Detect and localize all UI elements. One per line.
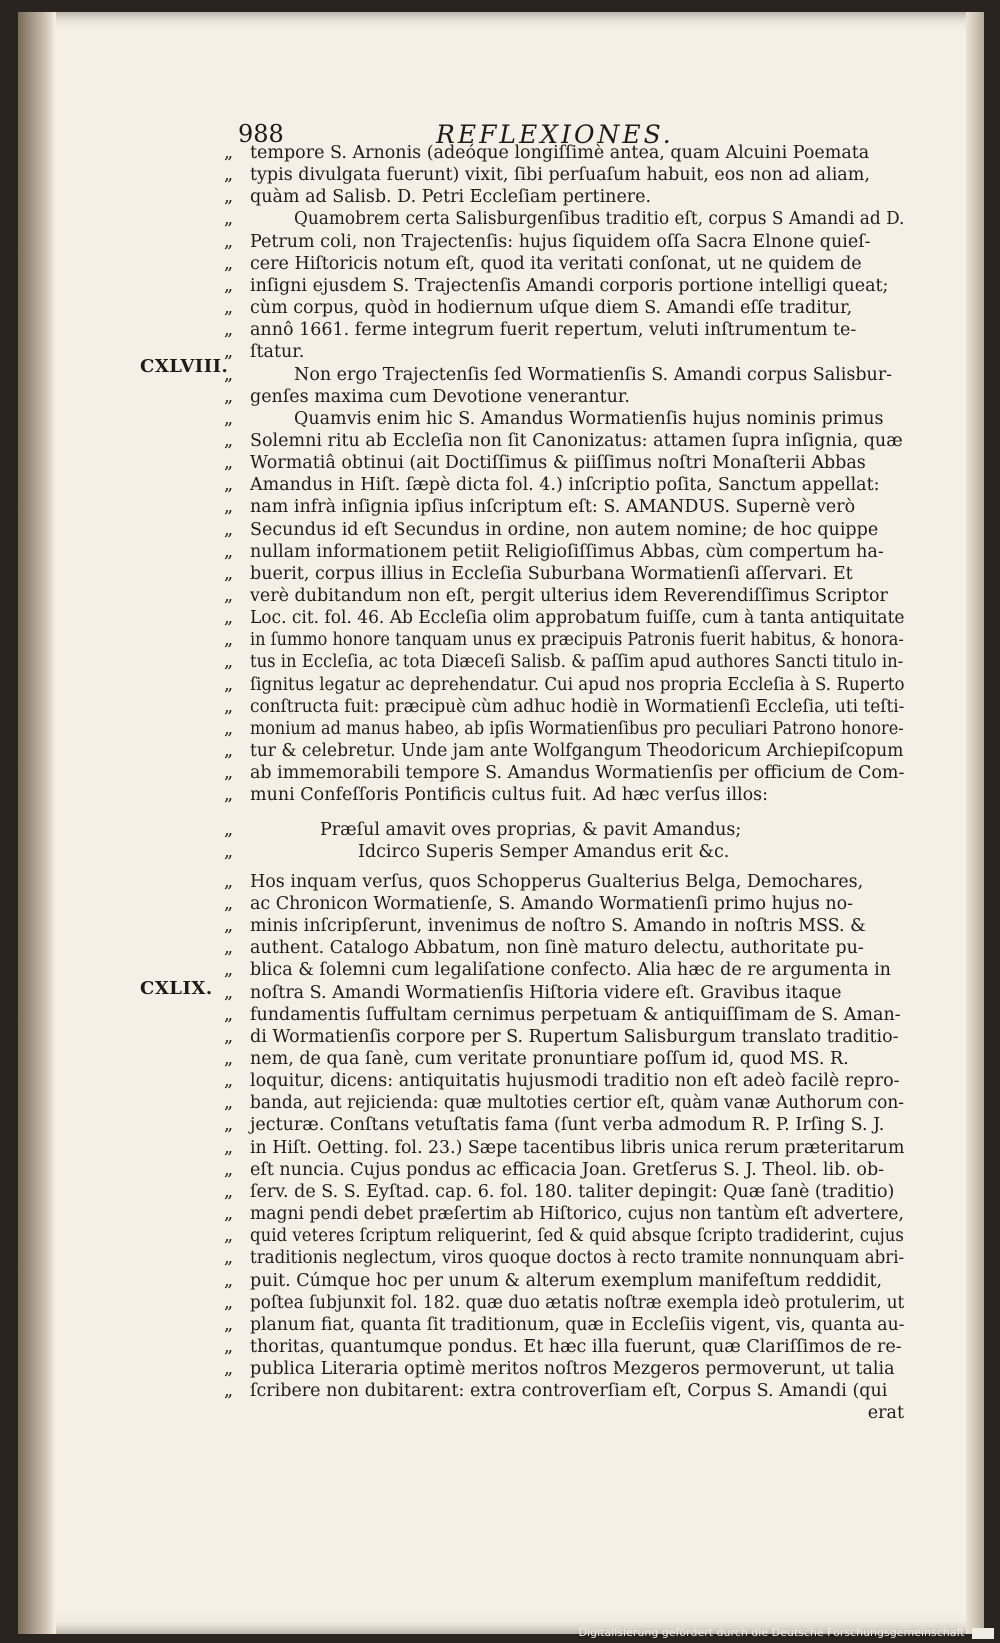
- text-line: [224, 1048, 904, 1070]
- line-text: inſigni ejusdem S. Trajectenſis Amandi corporis portione intelligi queat;: [250, 275, 889, 296]
- quote-mark: „: [224, 586, 234, 606]
- book-page: [18, 12, 984, 1634]
- text-line: [224, 319, 904, 341]
- line-text: magni pendi debet præſertim ab Hiſtorico, cujus non tantùm eſt advertere,: [250, 1204, 904, 1225]
- text-line: [224, 186, 904, 208]
- text-line: [224, 364, 904, 386]
- text-line: [224, 1070, 904, 1092]
- text-line: [224, 519, 904, 541]
- text-line: [224, 275, 904, 297]
- text-line: [224, 142, 904, 164]
- text-line: [224, 937, 904, 959]
- quote-mark: „: [224, 1292, 234, 1313]
- line-text: noſtra S. Amandi Wormatienſis Hiſtoria videre eſt. Gravibus itaque: [250, 982, 842, 1003]
- line-text: ſerv. de S. S. Eyſtad. cap. 6. fol. 180. taliter depingit: Quæ ſanè (traditio): [250, 1181, 895, 1202]
- text-line: [224, 762, 904, 784]
- quote-mark: „: [224, 1115, 234, 1136]
- line-text: minis inſcripſerunt, invenimus de noſtro S. Amando in noſtris MSS. &: [250, 916, 866, 937]
- text-line: [224, 541, 904, 563]
- quote-mark: „: [224, 364, 234, 385]
- text-line: [224, 452, 904, 474]
- line-text: ſtatur.: [250, 342, 305, 363]
- line-text: ſignitus legatur ac deprehendatur. Cui apud nos propria Eccleſia à S. Ruperto: [250, 674, 905, 695]
- text-line: [224, 408, 904, 430]
- line-text: quid veteres ſcriptum reliquerint, ſed & quid absque ſcripto tradiderint, cujus: [250, 1226, 904, 1247]
- line-text: poſtea ſubjunxit fol. 182. quæ duo ætatis noſtræ exempla ideò protulerim, ut: [250, 1292, 905, 1313]
- text-line: [224, 1004, 904, 1026]
- line-text: Quamobrem certa Salisburgenſibus traditio eſt, corpus S Amandi ad D.: [294, 209, 905, 230]
- line-text: cùm corpus, quòd in hodiernum uſque diem S. Amandi eſſe traditur,: [250, 298, 853, 319]
- line-text: nam infrà inſignia ipſius inſcriptum eſt: S. AMANDUS. Supernè verò: [250, 497, 856, 518]
- line-text: Petrum coli, non Trajectenſis: hujus ſiquidem oſſa Sacra Elnone quieſ-: [250, 231, 871, 252]
- text-line: [224, 231, 904, 253]
- text-line: [224, 841, 904, 863]
- quote-mark: „: [224, 1359, 234, 1380]
- text-line: [224, 297, 904, 319]
- line-text: tur & celebretur. Unde jam ante Wolfgangum Theodoricum Archiepiſcopum: [250, 741, 904, 762]
- quote-mark: „: [224, 165, 234, 186]
- quote-mark: „: [224, 718, 234, 739]
- text-line: [224, 253, 904, 275]
- running-title: REFLEXIONES.: [436, 120, 674, 149]
- quote-mark: „: [224, 696, 234, 717]
- quote-mark: „: [224, 497, 234, 518]
- text-line: [224, 1247, 904, 1269]
- text-line: [224, 1092, 904, 1114]
- quote-mark: „: [224, 453, 234, 474]
- text-line: [224, 784, 904, 806]
- quote-mark: „: [224, 871, 234, 892]
- quote-mark: „: [224, 1314, 234, 1335]
- line-text: Quamvis enim hic S. Amandus Wormatienſis hujus nominis primus: [294, 408, 884, 429]
- line-text: quàm ad Salisb. D. Petri Eccleſiam pertinere.: [250, 187, 652, 208]
- line-text: ab immemorabili tempore S. Amandus Wormatienſis per officium de Com-: [250, 763, 905, 784]
- text-line: [224, 1181, 904, 1203]
- line-text: cere Hiſtoricis notum eſt, quod ita veritati conſonat, ut ne quidem de: [250, 253, 862, 274]
- quote-mark: „: [224, 785, 234, 806]
- line-text: Secundus id eſt Secundus in ordine, non autem nomine; de hoc quippe: [250, 519, 879, 540]
- quote-mark: „: [224, 143, 234, 163]
- text-line: [224, 674, 904, 696]
- quote-mark: „: [224, 519, 234, 540]
- quote-mark: „: [224, 1226, 234, 1247]
- text-line: [224, 1137, 904, 1159]
- text-line: [224, 386, 904, 408]
- quote-mark: „: [224, 1336, 234, 1357]
- text-line: [224, 651, 904, 673]
- quote-mark: „: [224, 652, 234, 673]
- line-text: di Wormatienſis corpore per S. Rupertum Salisburgum translato traditio-: [250, 1026, 899, 1047]
- line-text: eſt nuncia. Cujus pondus ac efficacia Joan. Gretſerus S. J. Theol. lib. ob-: [250, 1159, 885, 1180]
- quote-mark: „: [224, 1093, 234, 1114]
- quote-mark: „: [224, 320, 234, 341]
- line-text: Hos inquam verſus, quos Schopperus Gualterius Belga, Demochares,: [250, 871, 864, 892]
- text-line: [224, 740, 904, 762]
- quote-mark: „: [224, 630, 234, 651]
- text-line: [224, 341, 904, 363]
- text-line: [224, 208, 904, 230]
- quote-mark: „: [224, 960, 234, 981]
- text-line: [224, 1026, 904, 1048]
- text-line: [224, 1402, 904, 1424]
- quote-mark: „: [224, 475, 234, 496]
- text-line: [224, 585, 904, 607]
- quote-mark: „: [224, 1137, 234, 1158]
- line-text: tus in Eccleſia, ac tota Diæceſi Salisb. & paſſim apud authores Sancti titulo in-: [250, 652, 904, 673]
- text-line: [224, 563, 904, 585]
- line-text: ac Chronicon Wormatienſe, S. Amando Wormatienſi primo hujus no-: [250, 893, 854, 914]
- quote-mark: „: [224, 187, 234, 208]
- quote-mark: „: [224, 1270, 234, 1291]
- footer-text: Digitalisierung gefördert durch die Deutsche Forschungsgemeinschaft: [578, 1626, 965, 1639]
- text-line: [224, 915, 904, 937]
- text-line: [224, 1203, 904, 1225]
- quote-mark: „: [224, 1204, 234, 1225]
- line-text: fundamentis ſuffultam cernimus perpetuam & antiquiſſimam de S. Aman-: [250, 1004, 901, 1025]
- line-text: Wormatiâ obtinui (ait Doctiſſimus & piiſſimus noſtri Monaſterii Abbas: [250, 453, 866, 474]
- text-body: [18, 12, 984, 1634]
- text-line: [224, 1270, 904, 1292]
- text-line: [224, 1314, 904, 1336]
- quote-mark: „: [224, 430, 234, 451]
- text-line: [224, 1336, 904, 1358]
- text-line: [224, 629, 904, 651]
- text-line: [224, 607, 904, 629]
- text-line: [224, 164, 904, 186]
- line-text: Solemni ritu ab Eccleſia non ſit Canonizatus: attamen ſupra inſignia, quæ: [250, 430, 903, 451]
- text-line: [224, 871, 904, 893]
- quote-mark: „: [224, 741, 234, 762]
- text-line: [224, 893, 904, 915]
- marginal-numeral-cxlviii: CXLVIII.: [140, 356, 229, 377]
- text-line: [224, 982, 904, 1004]
- quote-mark: „: [224, 819, 234, 840]
- text-line: [224, 1114, 904, 1136]
- quote-mark: „: [224, 541, 234, 562]
- line-text: publica Literaria optimè meritos noſtros Mezgeros permoverunt, ut talia: [250, 1359, 895, 1380]
- quote-mark: „: [224, 1004, 234, 1025]
- quote-mark: „: [224, 209, 234, 230]
- quote-mark: „: [224, 763, 234, 784]
- line-text: buerit, corpus illius in Eccleſia Suburbana Wormatienſi aſſervari. Et: [250, 563, 853, 584]
- digitization-footer: [579, 1626, 994, 1639]
- line-text: monium ad manus habeo, ab ipſis Wormatienſibus pro peculiari Patrono honore-: [250, 718, 904, 739]
- text-line: [224, 1292, 904, 1314]
- quote-mark: „: [224, 342, 234, 363]
- quote-mark: „: [224, 938, 234, 959]
- line-text: Amandus in Hiſt. ſæpè dicta fol. 4.) inſcriptio poſita, Sanctum appellat:: [250, 475, 880, 496]
- quote-mark: „: [224, 563, 234, 584]
- text-line: [224, 1380, 904, 1402]
- line-text: Non ergo Trajectenſis ſed Wormatienſis S. Amandi corpus Salisbur-: [294, 364, 893, 385]
- quote-mark: „: [224, 893, 234, 914]
- text-line: [224, 696, 904, 718]
- line-text: authent. Catalogo Abbatum, non ſinè maturo delectu, authoritate pu-: [250, 938, 864, 959]
- text-line: [224, 1159, 904, 1181]
- line-text: erat: [867, 1403, 904, 1424]
- quote-mark: „: [224, 408, 234, 429]
- line-text: tempore S. Arnonis (adeóque longiſſimè antea, quam Alcuini Poemata: [250, 143, 870, 163]
- line-text: verè dubitandum non eſt, pergit ulterius idem Reverendiſſimus Scriptor: [250, 586, 888, 606]
- dfg-logo: [972, 1628, 994, 1639]
- quote-mark: „: [224, 231, 234, 252]
- text-line: [224, 474, 904, 496]
- line-text: puit. Cúmque hoc per unum & alterum exemplum manifeſtum reddidit,: [250, 1270, 883, 1291]
- line-text: annô 1661. ferme integrum fuerit repertum, veluti inſtrumentum te-: [250, 320, 857, 341]
- line-text: muni Confeſſoris Pontificis cultus fuit. Ad hæc verſus illos:: [250, 785, 769, 806]
- quote-mark: „: [224, 1381, 234, 1402]
- line-text: blica & ſolemni cum legaliſatione confecto. Alia hæc de re argumenta in: [250, 960, 891, 981]
- line-text: in Hiſt. Oetting. fol. 23.) Sæpe tacentibus libris unica rerum præteritarum: [250, 1137, 905, 1158]
- line-text: planum fiat, quanta ſit traditionum, quæ in Eccleſiis vigent, vis, quanta au-: [250, 1314, 905, 1335]
- line-text: Loc. cit. fol. 46. Ab Eccleſia olim approbatum fuiſſe, cum à tanta antiquitate: [250, 608, 905, 629]
- line-text: thoritas, quantumque pondus. Et hæc illa fuerunt, quæ Clariſſimos de re-: [250, 1336, 902, 1357]
- text-line: [224, 430, 904, 452]
- quote-mark: „: [224, 275, 234, 296]
- marginal-numeral-cxlix: CXLIX.: [140, 978, 213, 999]
- text-line: [224, 718, 904, 740]
- quote-mark: „: [224, 1159, 234, 1180]
- line-text: loquitur, dicens: antiquitatis hujusmodi traditio non eſt adeò facilè repro-: [250, 1071, 900, 1092]
- line-text: ſcribere non dubitarent: extra controverſiam eſt, Corpus S. Amandi (qui: [250, 1381, 888, 1402]
- line-text: jecturæ. Conſtans vetuſtatis fama (ſunt verba admodum R. P. Irſing S. J.: [250, 1115, 885, 1136]
- quote-mark: „: [224, 386, 234, 407]
- line-text: Idcirco Superis Semper Amandus erit &c.: [358, 841, 730, 862]
- quote-mark: „: [224, 1071, 234, 1092]
- line-text: genſes maxima cum Devotione venerantur.: [250, 386, 630, 407]
- quote-mark: „: [224, 1181, 234, 1202]
- page-number: 988: [238, 120, 284, 148]
- line-text: nullam informationem petiit Religioſiſſimus Abbas, cùm compertum ha-: [250, 541, 884, 562]
- line-text: banda, aut rejicienda: quæ multoties certior eſt, quàm vanæ Authorum con-: [250, 1093, 904, 1114]
- line-text: conſtructa fuit: præcipuè cùm adhuc hodiè in Wormatienſi Eccleſia, uti teſti-: [250, 696, 905, 717]
- quote-mark: „: [224, 298, 234, 319]
- quote-mark: „: [224, 674, 234, 695]
- quote-mark: „: [224, 1026, 234, 1047]
- quote-mark: „: [224, 253, 234, 274]
- quote-mark: „: [224, 916, 234, 937]
- text-line: [224, 1225, 904, 1247]
- line-text: nem, de qua ſanè, cum veritate pronuntiare poſſum id, quod MS. R.: [250, 1049, 849, 1069]
- quote-mark: „: [224, 1248, 234, 1269]
- quote-mark: „: [224, 608, 234, 629]
- text-line: [224, 819, 904, 841]
- text-line: [224, 496, 904, 518]
- text-line: [224, 1358, 904, 1380]
- quote-mark: „: [224, 841, 234, 862]
- text-line: [224, 959, 904, 981]
- quote-mark: „: [224, 1049, 234, 1069]
- quote-mark: „: [224, 982, 234, 1003]
- line-text: typis divulgata fuerunt) vixit, ſibi perſuaſum habuit, eos non ad aliam,: [250, 165, 870, 186]
- line-text: in ſummo honore tanquam unus ex præcipuis Patronis fuerit habitus, & honora-: [250, 630, 904, 651]
- line-text: Præſul amavit oves proprias, & pavit Amandus;: [320, 819, 742, 840]
- line-text: traditionis neglectum, viros quoque doctos à recto tramite nonnunquam abri-: [250, 1248, 905, 1269]
